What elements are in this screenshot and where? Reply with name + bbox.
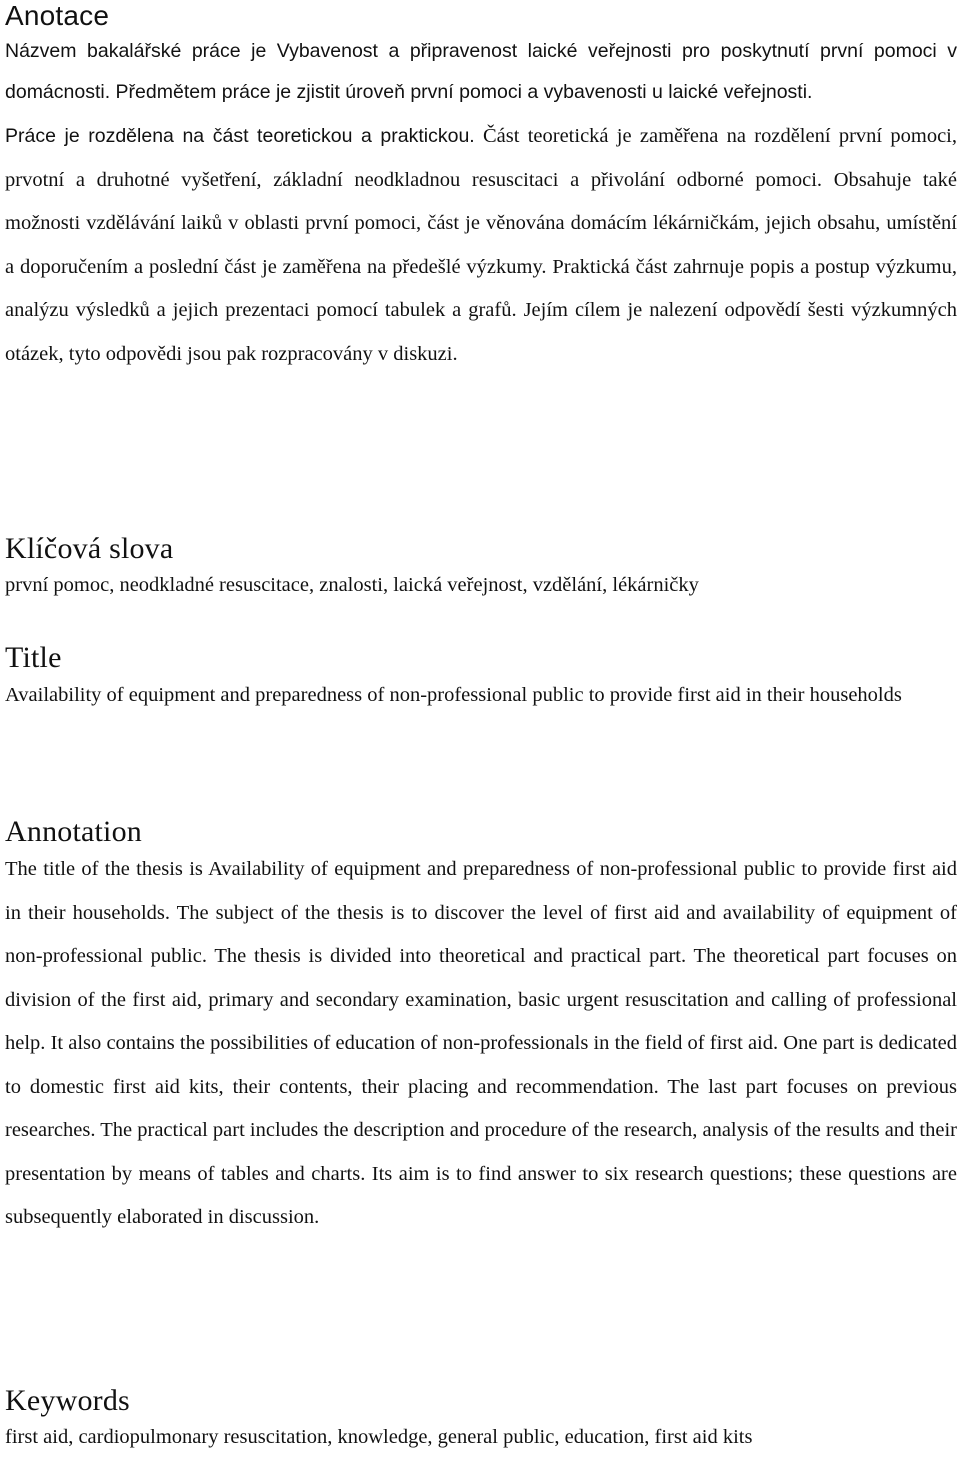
heading-klicova-slova: Klíčová slova — [5, 532, 174, 565]
heading-anotace: Anotace — [5, 0, 110, 31]
heading-annotation: Annotation — [5, 815, 142, 848]
anotace-paragraph-2-part-3: Obsahuje také možnosti vzdělávání laiků v oblasti první pomoci, část je věnována domácím lékárničkám, jejich obsahu, umístění a doporučením a poslední část je zaměřena na předešlé výzkumy. — [5, 168, 958, 278]
heading-title: Title — [5, 641, 62, 674]
anotace-paragraph-2-part-2: Část teoretická je zaměřena na rozdělení první pomoci, prvotní a druhotné vyšetření, základní neodkladnou resuscitaci a přivolání odborné pomoci. — [5, 125, 957, 191]
klicova-slova-text: první pomoc, neodkladné resuscitace, znalosti, laická veřejnost, vzdělání, lékárničky — [5, 574, 699, 596]
anotace-paragraph-2 — [5, 115, 957, 376]
section-klicova-slova — [5, 533, 957, 605]
section-title — [5, 642, 957, 718]
anotace-paragraph-2-part-1: Práce je rozdělena na část teoretickou a praktickou. — [5, 125, 475, 147]
anotace-paragraph-2-part-4: Praktická část zahrnuje popis a postup výzkumu, analýzu výsledků a jejich prezentaci pomocí tabulek a grafů. — [5, 255, 957, 321]
heading-keywords: Keywords — [5, 1384, 130, 1417]
anotace-paragraph-1: Názvem bakalářské práce je Vybavenost a připravenost laické veřejnosti pro poskytnutí první pomoci v domácnosti. Předmětem práce je zjistit úroveň první pomoci a vybavenosti u laické veřejnosti. — [5, 40, 957, 103]
keywords-text: first aid, cardiopulmonary resuscitation, knowledge, general public, education, first aid kits — [5, 1426, 753, 1448]
section-anotace — [5, 0, 957, 376]
section-annotation — [5, 816, 957, 1240]
title-text: Availability of equipment and preparedness of non-professional public to provide first aid in their households — [5, 684, 902, 706]
annotation-text: The title of the thesis is Availability of equipment and preparedness of non-professional public to provide first aid in their households. The subject of the thesis is to discover the level of first aid and availability of equipment of non-professional public. The thesis is divided into theoretical and practical part. The theoretical part focuses on division of the first aid, primary and secondary examination, basic urgent resuscitation and calling of professional help. It also contains the possibilities of education of non-professionals in the field of first aid. One part is dedicated to domestic first aid kits, their contents, their placing and recommendation. The last part focuses on previous researches. The practical part includes the description and procedure of the research, analysis of the results and their presentation by means of tables and charts. Its aim is to find answer to six research questions; these questions are subsequently elaborated in discussion. — [5, 858, 957, 1228]
anotace-paragraph-2-part-5: Jejím cílem je nalezení odpovědí šesti výzkumných otázek, tyto odpovědi jsou pak rozpracovány v diskuzi. — [5, 299, 957, 365]
section-keywords — [5, 1385, 957, 1457]
